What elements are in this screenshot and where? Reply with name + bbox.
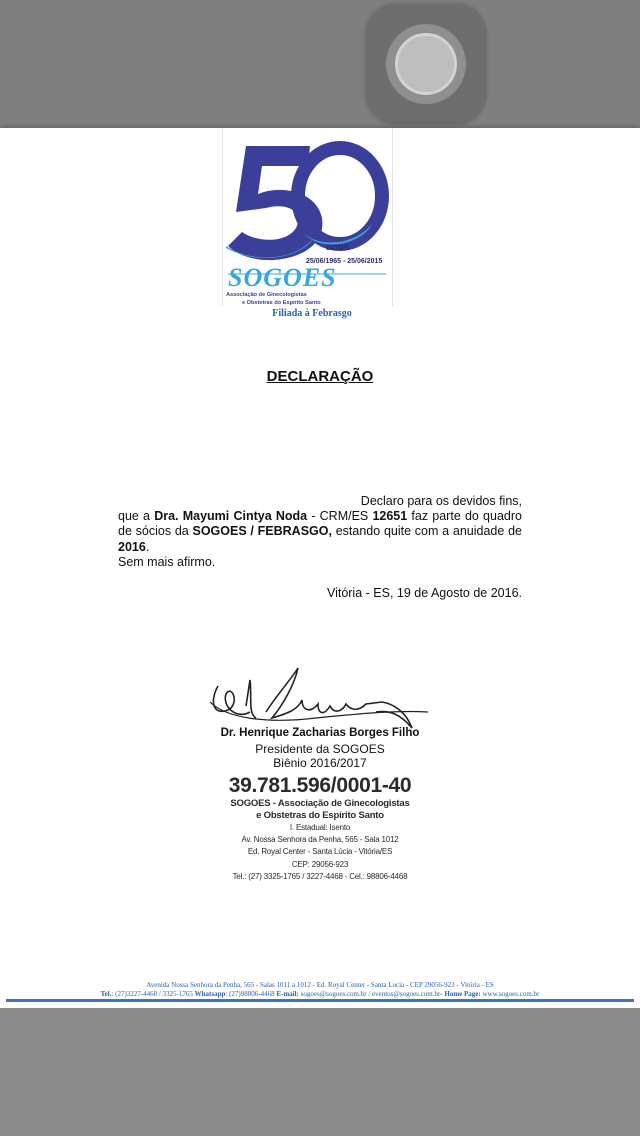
stamp-cnpj: 39.781.596/0001-40	[228, 774, 412, 797]
declaration-opening: Declaro para os devidos fins,	[360, 494, 522, 508]
text-part-3: estando quite com a anuidade de	[331, 524, 522, 539]
text-period: .	[145, 539, 150, 554]
page-footer	[0, 981, 640, 999]
footer-contacts	[0, 990, 640, 999]
footer-tel-label: Tel.	[100, 990, 112, 998]
assistive-touch-ring	[386, 24, 466, 104]
footer-email-label: E-mail:	[276, 990, 299, 998]
status-area	[0, 0, 640, 128]
sogoes-50-logo	[222, 136, 394, 312]
footer-address: Avenida Nossa Senhora da Penha, 565 - Salas 1011 a 1012 - Ed. Royal Center - Santa Lucia - CEP 29056-923 - Vitória - ES	[146, 981, 494, 989]
signatory-name: Dr. Henrique Zacharias Borges Filho	[220, 727, 420, 739]
text-crm-prefix: - CRM/ES	[307, 509, 373, 524]
assistive-touch-button[interactable]	[366, 4, 486, 124]
assistive-touch-core	[395, 33, 457, 95]
background-bottom	[0, 1008, 640, 1136]
declaration-paragraph	[118, 509, 522, 555]
crm-number: 12651	[372, 509, 408, 524]
document-page	[0, 128, 640, 1008]
closing-line: Sem mais afirmo.	[118, 554, 216, 569]
signatory-role: Presidente da SOGOES	[255, 742, 385, 756]
footer-whatsapp: : (27)98806-4468	[225, 990, 277, 998]
text-part-2: faz parte do quadro de sócios da	[118, 509, 522, 539]
document-title: DECLARAÇÃO	[266, 368, 374, 385]
declaration-body	[118, 494, 522, 570]
document-date: Vitória - ES, 19 de Agosto de 2016.	[326, 586, 522, 600]
association-name: SOGOES / FEBRASGO,	[192, 524, 332, 539]
stamp-phones: Tel.: (27) 3325-1765 / 3227-4468 - Cel.: 98806-4468	[232, 871, 408, 881]
stamp-cep: CEP: 29056-923	[291, 859, 349, 869]
footer-whatsapp-label: Whatsapp	[194, 990, 226, 998]
footer-home-label: - Home Page:	[440, 990, 481, 998]
footer-home[interactable]: www.sogoes.com.br	[480, 990, 540, 998]
logo-dates: 25/06/1965 - 25/06/2015	[306, 258, 383, 265]
logo-brand: SOGOES	[228, 263, 337, 292]
stamp-address: Av. Nossa Senhora da Penha, 565 - Sala 1012	[241, 835, 399, 845]
stamp-org-line-2: e Obstetras do Espírito Santo	[256, 810, 384, 821]
doctor-name: Dra. Mayumi Cintya Noda	[154, 509, 308, 524]
stamp-state-reg: I. Estadual: Isento	[289, 823, 351, 832]
fee-year: 2016	[118, 539, 146, 554]
signatory-term: Biênio 2016/2017	[273, 756, 367, 770]
text-que-a: que a	[118, 509, 155, 524]
affiliation-text: Filiada à Febrasgo	[272, 308, 352, 319]
footer-rule	[6, 999, 634, 1002]
footer-tel: : (27)3227-4468 / 3325-1765	[111, 990, 195, 998]
cnpj-stamp	[220, 774, 420, 883]
logo-subtitle-1: Associação de Ginecologistas	[226, 292, 307, 298]
logo-anos: anos	[326, 242, 350, 253]
stamp-org-line-1: SOGOES - Associação de Ginecologistas	[230, 798, 410, 809]
footer-email[interactable]: sogoes@sogoes.com.br / eventos@sogoes.com.br	[298, 990, 441, 998]
stamp-building: Ed. Royal Center - Santa Lúcia - Vitória/ES	[247, 847, 393, 857]
logo-subtitle-2: e Obstetras do Espírito Santo	[242, 300, 321, 306]
